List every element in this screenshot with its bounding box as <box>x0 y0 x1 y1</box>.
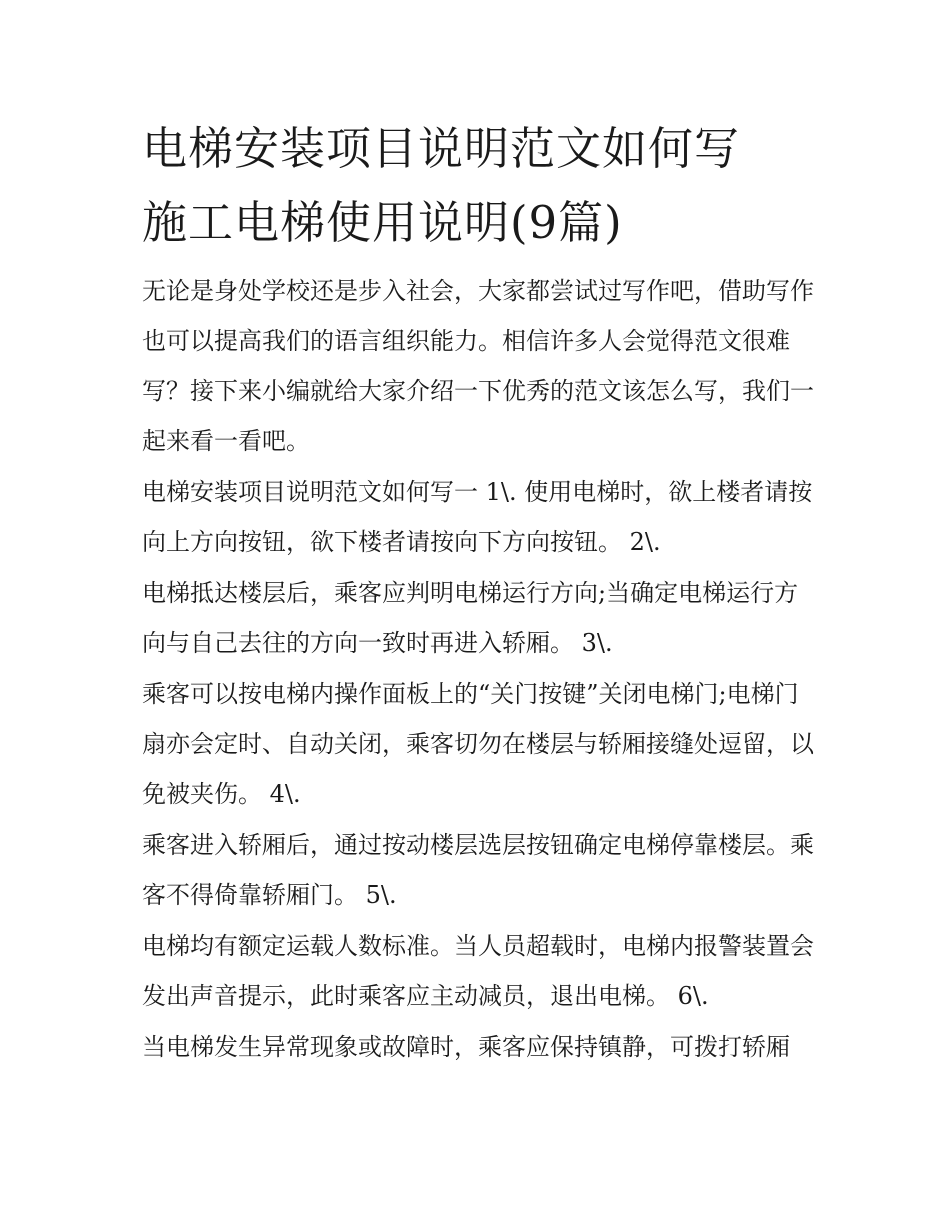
paragraph-item-3: 乘客可以按电梯内操作面板上的“关门按键”关闭电梯门;电梯门扇亦会定时、自动关闭，乘客切勿在楼层与轿厢接缝处逗留，以免被夹伤。 4\. <box>142 680 814 808</box>
document-page <box>142 112 820 1073</box>
title-line-2: 施工电梯使用说明(9篇) <box>142 196 623 249</box>
paragraph-item-1: 电梯安装项目说明范文如何写一 1\. 使用电梯时，欲上楼者请按向上方向按钮，欲下楼者请按向下方向按钮。 2\. <box>142 478 813 556</box>
paragraph-item-5: 电梯均有额定运载人数标准。当人员超载时，电梯内报警装置会发出声音提示，此时乘客应主动减员，退出电梯。 6\. <box>142 932 814 1010</box>
title-line-1: 电梯安装项目说明范文如何写 <box>142 122 741 175</box>
intro-paragraph: 无论是身处学校还是步入社会，大家都尝试过写作吧，借助写作也可以提高我们的语言组织能力。相信许多人会觉得范文很难写？接下来小编就给大家介绍一下优秀的范文该怎么写，我们一起来看一看吧。 <box>142 277 814 455</box>
paragraph-item-2: 电梯抵达楼层后，乘客应判明电梯运行方向;当确定电梯运行方向与自己去往的方向一致时再进入轿厢。 3\. <box>142 579 799 657</box>
paragraph-item-6: 当电梯发生异常现象或故障时，乘客应保持镇静，可拨打轿厢 <box>142 1033 790 1061</box>
paragraph-item-4: 乘客进入轿厢后，通过按动楼层选层按钮确定电梯停靠楼层。乘客不得倚靠轿厢门。 5\. <box>142 831 814 909</box>
document-title <box>142 112 820 260</box>
